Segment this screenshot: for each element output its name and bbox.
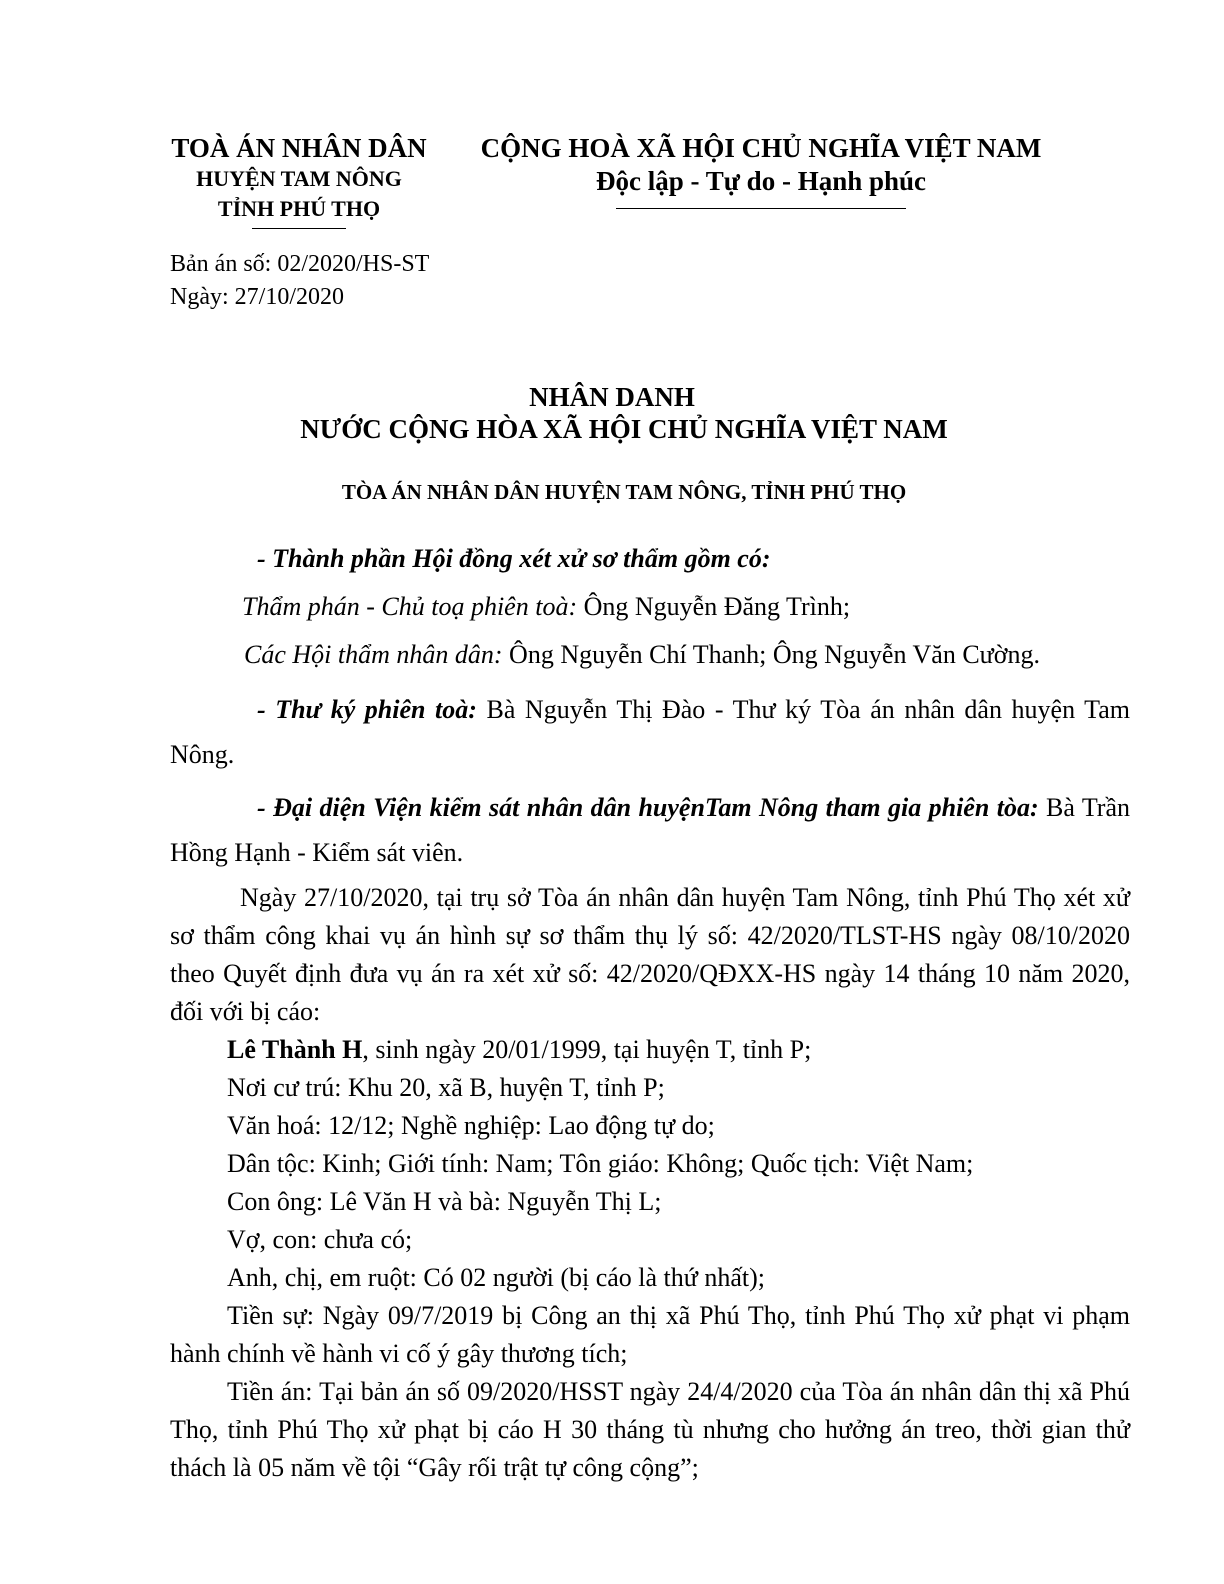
defendant-birth-line — [170, 1031, 1130, 1069]
defendant-ethnicity: Dân tộc: Kinh; Giới tính: Nam; Tôn giáo: Không; Quốc tịch: Việt Nam; — [227, 1149, 974, 1178]
title-line-1: NHÂN DANH — [529, 382, 695, 412]
defendant-spouse: Vợ, con: chưa có; — [227, 1225, 413, 1254]
court-name: TOÀ ÁN NHÂN DÂN — [171, 133, 427, 163]
trial-intro: Ngày 27/10/2020, tại trụ sở Tòa án nhân dân huyện Tam Nông, tỉnh Phú Thọ xét xử sơ thẩm công khai vụ án hình sự sơ thẩm thụ lý số: 42/2020/TLST-HS ngày 08/10/2020 theo Quyết định đưa vụ án ra xét xử số: 42/2020/QĐXX-HS ngày 14 tháng 10 năm 2020, đối với bị cáo: — [170, 883, 1130, 1026]
clerk-value: Bà Nguyễn Thị Đào - Thư ký Tòa án nhân dân huyện Tam Nông. — [170, 695, 1130, 769]
jurors-label: Các Hội thẩm nhân dân: — [244, 640, 503, 669]
defendant-siblings: Anh, chị, em ruột: Có 02 người (bị cáo là thứ nhất); — [227, 1263, 766, 1292]
clerk-line — [170, 687, 1130, 777]
prosecutor-label: - Đại diện Viện kiểm sát nhân dân huyệnTam Nông tham gia phiên tòa: — [257, 793, 1039, 822]
judge-label: Thẩm phán - Chủ toạ phiên toà: — [242, 592, 578, 621]
judgment-number: Bản án số: 02/2020/HS-ST — [170, 251, 430, 277]
judgment-date: Ngày: 27/10/2020 — [170, 284, 344, 310]
judge-line — [170, 583, 1130, 631]
clerk-label: - Thư ký phiên toà: — [257, 695, 477, 724]
defendant-residence: Nơi cư trú: Khu 20, xã B, huyện T, tỉnh P; — [227, 1073, 665, 1102]
defendant-parents: Con ông: Lê Văn H và bà: Nguyễn Thị L; — [227, 1187, 662, 1216]
document-reference — [170, 248, 429, 314]
court-province: TỈNH PHÚ THỌ — [217, 196, 381, 221]
header-right-divider — [616, 208, 906, 209]
defendant-prior-record: Tiền sự: Ngày 09/7/2019 bị Công an thị xã Phú Thọ, tỉnh Phú Thọ xử phạt vi phạm hành chính về hành vi cố ý gây thương tích; — [170, 1301, 1130, 1368]
defendant-education: Văn hoá: 12/12; Nghề nghiệp: Lao động tự do; — [227, 1111, 715, 1140]
defendant-birth: , sinh ngày 20/01/1999, tại huyện T, tỉnh P; — [362, 1035, 812, 1064]
jurors-value: Ông Nguyễn Chí Thanh; Ông Nguyễn Văn Cường. — [502, 640, 1041, 669]
national-motto: Độc lập - Tự do - Hạnh phúc — [595, 166, 927, 196]
jurors-line — [170, 631, 1130, 679]
header-left-divider — [252, 228, 346, 229]
court-title: TÒA ÁN NHÂN DÂN HUYỆN TAM NÔNG, TỈNH PHÚ THỌ — [341, 480, 907, 504]
prosecutor-line — [170, 785, 1130, 875]
panel-heading: - Thành phần Hội đồng xét xử sơ thẩm gồm có: — [257, 544, 771, 573]
defendant-name: Lê Thành H — [227, 1035, 363, 1064]
court-header — [165, 132, 433, 229]
national-header — [470, 132, 1052, 209]
judge-value: Ông Nguyễn Đăng Trình; — [577, 592, 851, 621]
defendant-prior-conviction: Tiền án: Tại bản án số 09/2020/HSST ngày 24/4/2020 của Tòa án nhân dân thị xã Phú Thọ, tỉnh Phú Thọ xử phạt bị cáo H 30 tháng tù nhưng cho hưởng án treo, thời gian thử thách là 05 năm về tội “Gây rối trật tự công cộng”; — [170, 1377, 1130, 1482]
nation-name: CỘNG HOÀ XÃ HỘI CHỦ NGHĨA VIỆT NAM — [480, 133, 1042, 163]
document-body — [170, 535, 1130, 1487]
prosecutor-value: Bà Trần Hồng Hạnh - Kiểm sát viên. — [170, 793, 1131, 867]
court-district: HUYỆN TAM NÔNG — [196, 166, 402, 191]
title-line-2: NƯỚC CỘNG HÒA XÃ HỘI CHỦ NGHĨA VIỆT NAM — [300, 414, 948, 444]
